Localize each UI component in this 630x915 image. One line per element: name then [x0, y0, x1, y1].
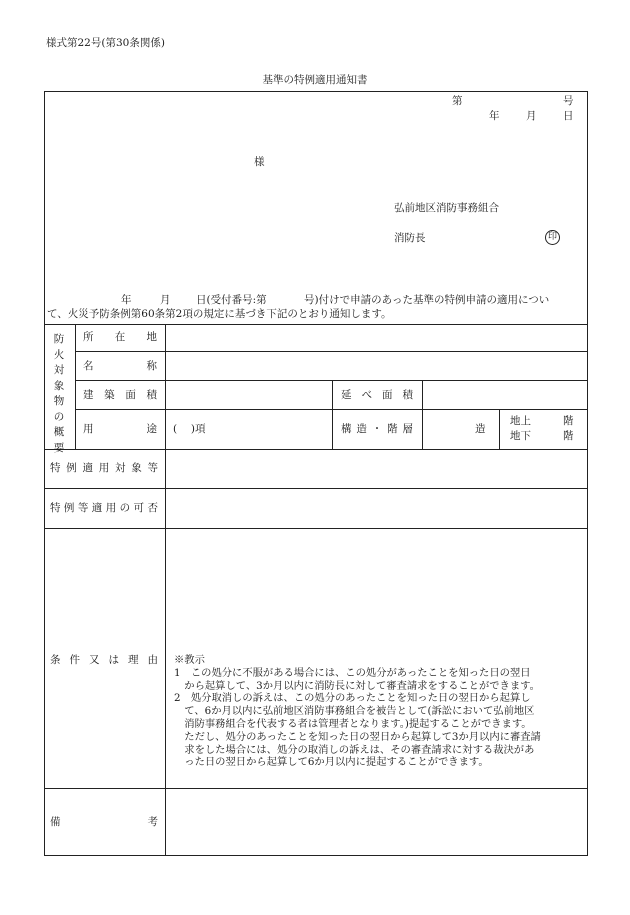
number-prefix: 第: [452, 95, 463, 107]
rule: [44, 528, 588, 529]
label-total-floor-area: 延 べ 面 積: [341, 389, 413, 401]
label-structure-floors: 構 造 ・ 階 層: [341, 423, 413, 435]
number-suffix: 号: [563, 95, 574, 107]
label-building-area: 建 築 面 積: [83, 389, 157, 401]
label-location: 所 在 地: [83, 331, 157, 343]
date-year: 年: [489, 110, 500, 122]
seal-mark: 印: [545, 230, 560, 245]
rule: [332, 380, 333, 449]
below-ground-label: 地下: [510, 430, 531, 442]
label-use: 用 途: [83, 423, 157, 435]
label-conditions-reasons: 条 件 又 は 理 由: [50, 654, 158, 666]
notice-line: ただし、処分のあったことを知った日の翌日から起算して3か月以内に審査請: [174, 730, 541, 743]
rule: [44, 788, 588, 789]
label-special-subject: 特 例 適 用 対 象 等: [50, 462, 158, 474]
issuer-org: 弘前地区消防事務組合: [394, 202, 499, 214]
rule: [165, 324, 166, 856]
structure-suffix: 造: [475, 423, 486, 435]
notice-line: から起算して、3か月以内に消防長に対して審査請求をすることができます。: [174, 679, 540, 692]
addressee-suffix: 様: [254, 156, 265, 168]
rule: [422, 380, 423, 449]
below-ground-unit: 階: [563, 430, 574, 442]
appeal-notice: [174, 654, 586, 769]
notice-line: った日の翌日から起算して6か月以内に提起することができます。: [174, 756, 489, 769]
label-name: 名 称: [83, 360, 157, 372]
rule: [44, 324, 588, 325]
intro-month: 月: [160, 294, 171, 306]
notice-line: て、6か月以内に弘前地区消防事務組合を被告として(訴訟において弘前地区: [174, 705, 535, 718]
rule: [44, 449, 588, 450]
notice-line: 1 この処分に不服がある場合には、この処分があったことを知った日の翌日: [174, 666, 531, 679]
intro-day-receipt: 日(受付番号:第: [196, 294, 267, 306]
intro-year: 年: [121, 294, 132, 306]
rule: [75, 324, 76, 449]
rule: [75, 351, 588, 352]
label-special-approval: 特 例 等 適 用 の 可 否: [50, 502, 158, 514]
notice-line: 消防事務組合を代表する者は管理者となります。)提起することができます。: [174, 717, 532, 730]
form-label: 様式第22号(第30条関係): [46, 37, 165, 49]
notice-heading: ※教示: [174, 654, 205, 666]
date-day: 日: [563, 110, 574, 122]
notice-line: 2 処分取消しの訴えは、この処分のあったことを知った日の翌日から起算し: [174, 692, 531, 705]
form-title: 基準の特例適用通知書: [262, 74, 368, 86]
intro-number-tail: 号)付けで申請のあった基準の特例申請の適用につい: [304, 294, 550, 306]
issuer-title: 消防長: [394, 232, 426, 244]
rule: [499, 409, 500, 449]
intro-line-2: て、火災予防条例第60条第2項の規定に基づき下記のとおり通知します。: [47, 308, 392, 320]
rule: [44, 488, 588, 489]
notice-line: 求をした場合には、処分の取消しの訴えは、その審査請求に対する裁決があ: [174, 743, 535, 756]
date-month: 月: [526, 110, 537, 122]
above-ground-label: 地上: [510, 415, 531, 427]
use-class-value: ( )項: [173, 423, 206, 435]
section-label-fire-target: 防 火 対 象 物 の 概 要: [53, 333, 65, 454]
label-remarks: 備 考: [50, 816, 158, 828]
above-ground-unit: 階: [563, 415, 574, 427]
